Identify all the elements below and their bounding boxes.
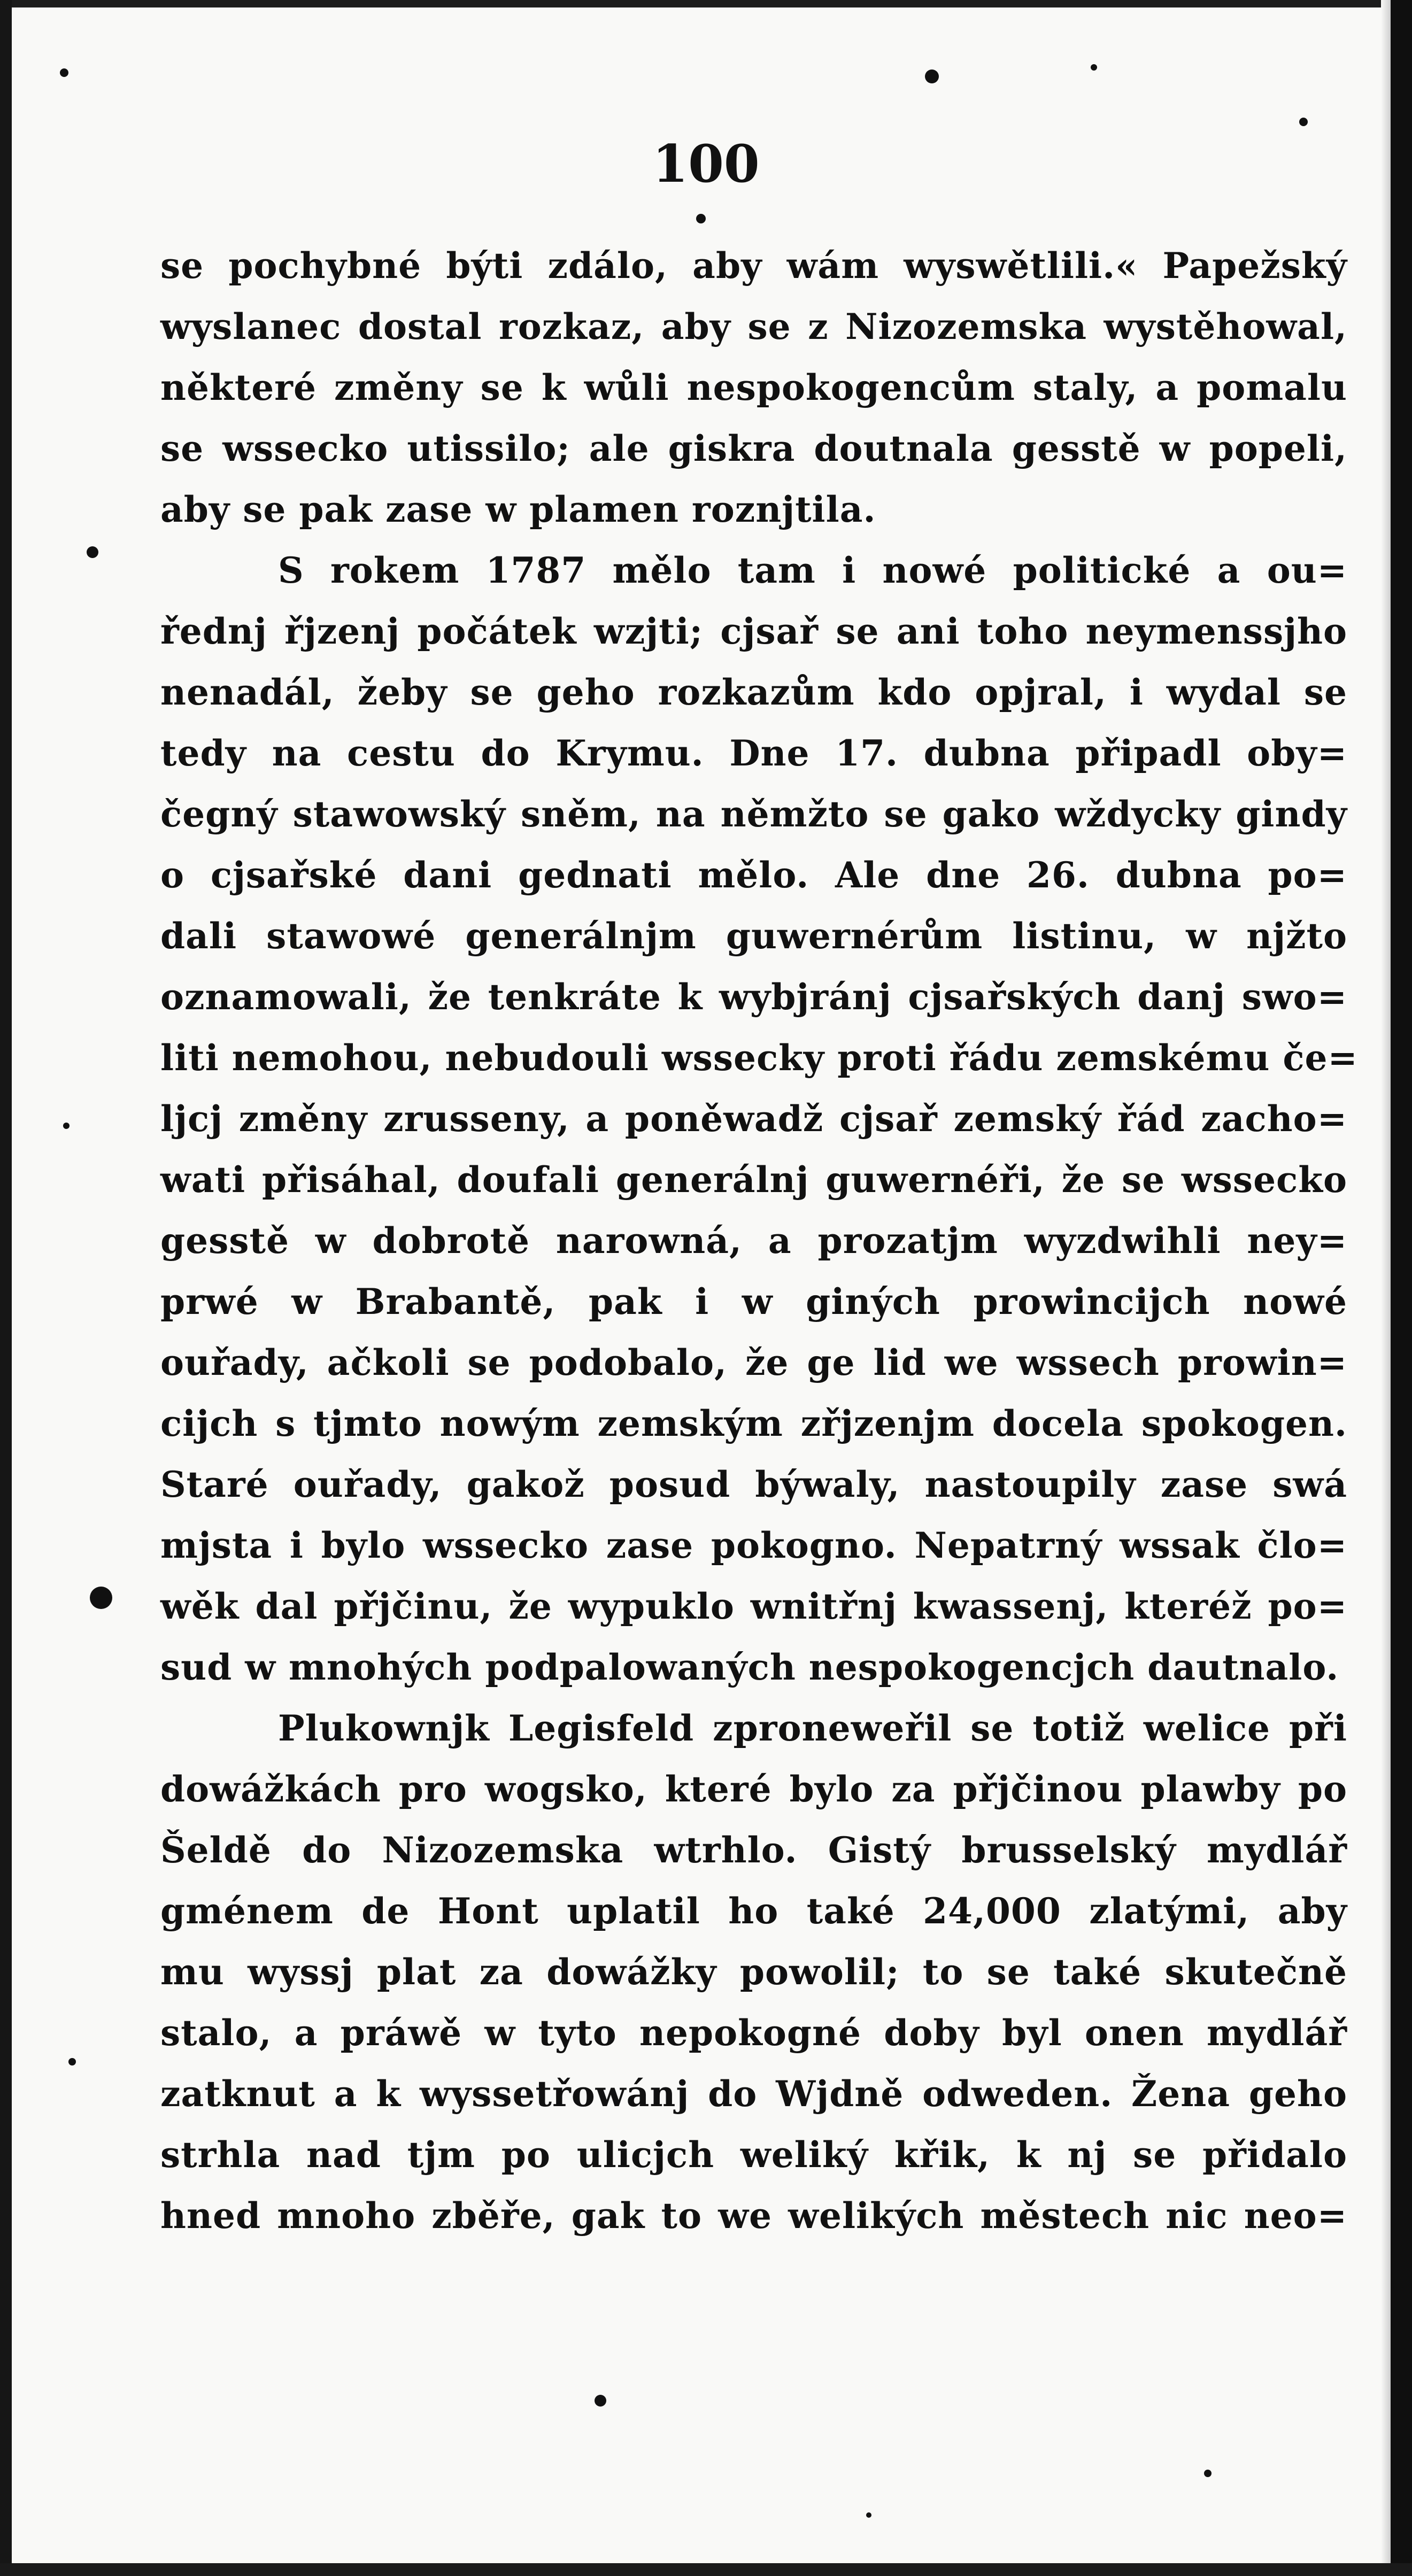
text-line: zatknut a k wyssetřowánj do Wjdně odweden. Žena geho [160, 2073, 1347, 2115]
scan-speck [925, 69, 939, 83]
text-line: o cjsařské dani gednati mělo. Ale dne 26. dubna po= [160, 854, 1347, 896]
text-line: nenadál, žeby se geho rozkazům kdo opjral, i wydal se [160, 671, 1347, 713]
text-line: wěk dal přjčinu, že wypuklo wnitřnj kwassenj, kteréž po= [160, 1585, 1347, 1627]
page-edge-shadow [1381, 0, 1391, 2576]
text-line: dali stawowé generálnjm guwernérům listinu, w njžto [160, 915, 1347, 957]
text-line: S rokem 1787 mělo tam i nowé politické a ou= [278, 550, 1347, 591]
text-line: sud w mnohých podpalowaných nespokogencjch dautnalo. [160, 1646, 1339, 1688]
text-line: wyslanec dostal rozkaz, aby se z Nizozemska wystěhowal, [160, 306, 1347, 347]
text-line: gesstě w dobrotě narowná, a prozatjm wyzdwihli ney= [160, 1220, 1347, 1262]
text-line: Plukownjk Legisfeld zproneweřil se totiž welice při [278, 1707, 1347, 1749]
text-line: ouřady, ačkoli se podobalo, že ge lid we wssech prowin= [160, 1342, 1347, 1383]
text-line: hned mnoho zběře, gak to we welikých městech nic neo= [160, 2195, 1347, 2237]
text-line: prwé w Brabantě, pak i w giných prowincijch nowé [160, 1281, 1347, 1322]
text-line: dowážkách pro wogsko, které bylo za přjčinou plawby po [160, 1768, 1347, 1810]
text-line: některé změny se k wůli nespokogencům staly, a pomalu [160, 367, 1347, 408]
scan-speck [90, 1587, 112, 1609]
text-line: Staré ouřady, gakož posud býwaly, nastoupily zase swá [160, 1464, 1347, 1505]
text-line: mu wyssj plat za dowážky powolil; to se také skutečně [160, 1951, 1347, 1993]
text-line: mjsta i bylo wssecko zase pokogno. Nepatrný wssak člo= [160, 1525, 1347, 1566]
scan-speck [87, 546, 98, 558]
scan-speck [696, 214, 706, 223]
text-line: aby se pak zase w plamen roznjtila. [160, 489, 876, 530]
scan-border-bottom [0, 2563, 1412, 2576]
scan-speck [63, 1123, 70, 1129]
scan-speck [68, 2058, 76, 2066]
text-line: čegný stawowský sněm, na němžto se gako wždycky gindy [160, 793, 1347, 835]
text-line: cijch s tjmto nowým zemským zřjzenjm docela spokogen. [160, 1403, 1347, 1444]
scan-speck [60, 68, 68, 77]
text-line: Šeldě do Nizozemska wtrhlo. Gistý brusselský mydlář [160, 1829, 1347, 1871]
scan-speck [1091, 64, 1097, 71]
text-line: wati přisáhal, doufali generálnj guwernéři, že se wssecko [160, 1159, 1347, 1201]
text-line: řednj řjzenj počátek wzjti; cjsař se ani toho neymenssjho [160, 610, 1347, 652]
scan-border-right [1391, 0, 1412, 2576]
text-line: ljcj změny zrusseny, a poněwadž cjsař zemský řád zacho= [160, 1098, 1347, 1140]
scan-speck [1299, 118, 1308, 126]
text-line: se pochybné býti zdálo, aby wám wyswětlili.« Papežský [160, 245, 1347, 287]
scan-speck [595, 2395, 606, 2407]
text-line: gménem de Hont uplatil ho také 24,000 zlatými, aby [160, 1890, 1347, 1932]
scan-speck [1204, 2470, 1212, 2477]
text-line: strhla nad tjm po ulicjch weliký křik, k nj se přidalo [160, 2134, 1347, 2176]
page-number: 100 [652, 134, 760, 194]
scan-border-top [0, 0, 1412, 7]
text-line: oznamowali, že tenkráte k wybjránj cjsařských danj swo= [160, 976, 1347, 1018]
scan-border-left [0, 0, 12, 2576]
scan-speck [866, 2512, 871, 2518]
body-text [160, 235, 1358, 2246]
text-line: liti nemohou, nebudouli wssecky proti řádu zemskému če= [160, 1037, 1358, 1079]
text-line: se wssecko utissilo; ale giskra doutnala gesstě w popeli, [160, 428, 1347, 469]
text-line: stalo, a práwě w tyto nepokogné doby byl onen mydlář [160, 2012, 1347, 2054]
text-line: tedy na cestu do Krymu. Dne 17. dubna připadl oby= [160, 732, 1347, 774]
